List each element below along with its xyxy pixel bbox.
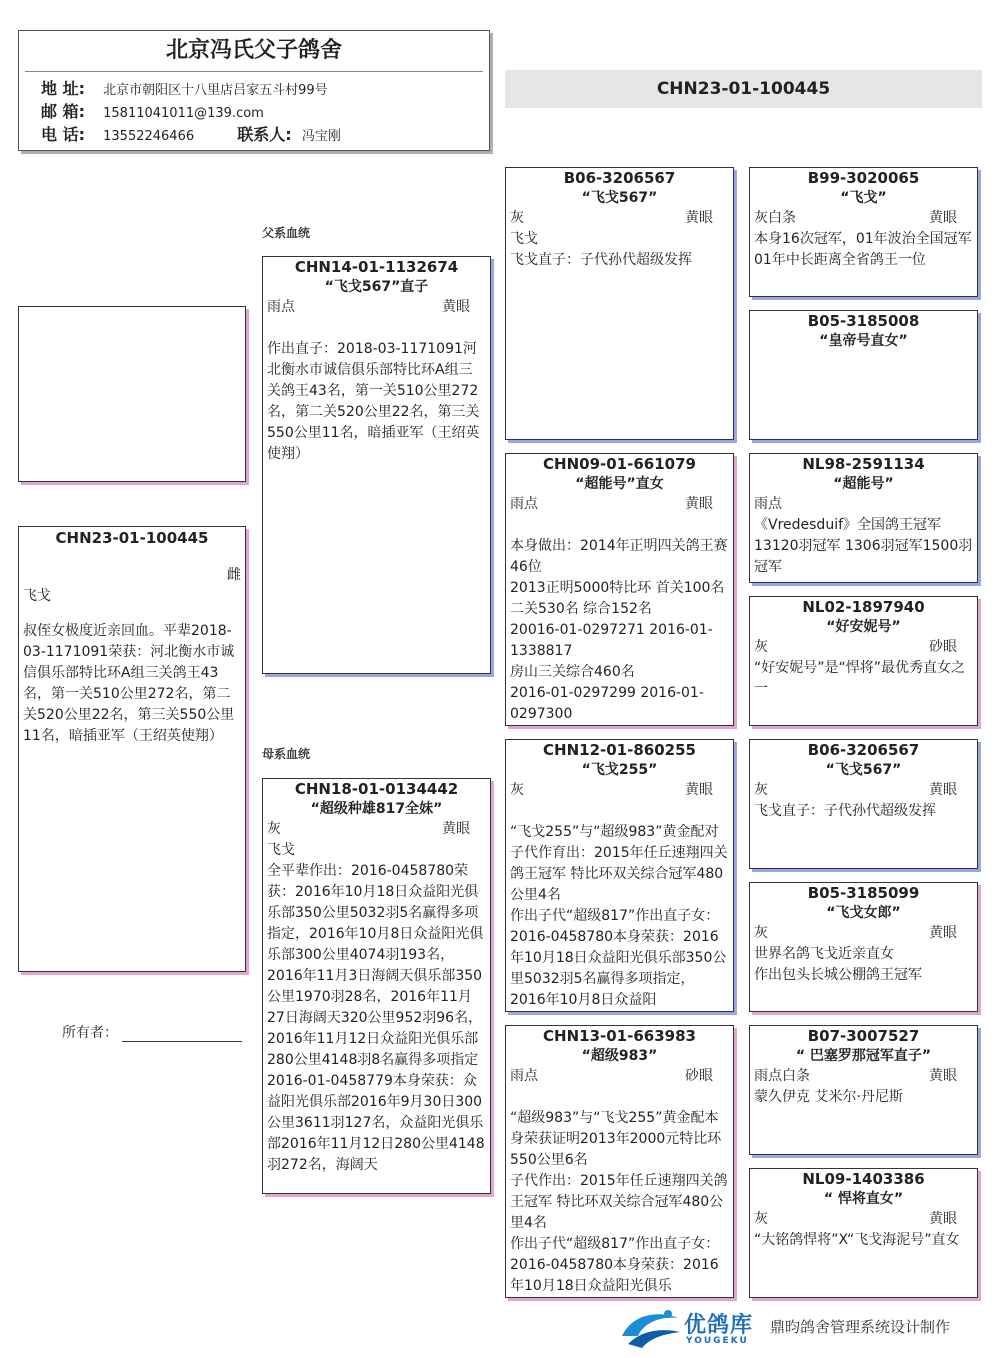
dam-color: 灰 — [267, 821, 281, 837]
ggp-color-row — [750, 1066, 977, 1087]
ggp-desc: “大铭鸽悍将”X“飞戈海泥号”直女 — [754, 1232, 960, 1248]
dam-section-label: 母系血统 — [262, 747, 311, 761]
ggp-ring: B99-3020065 — [807, 169, 920, 187]
sire-ring: CHN14-01-1132674 — [294, 258, 459, 276]
gp-color: 灰 — [510, 210, 524, 226]
gp-desc: 本身做出：2014年正明四关鸽王赛46位 2013正明5000特比环 首关100名 二关530名 综合152名 20016-01-0297271 2016-01-1338817 房山三关综合460名 2016-01-0297299 2016-01-0297300 — [510, 538, 728, 722]
ggp-desc: “好安妮号”是“悍将”最优秀直女之一 — [754, 660, 966, 697]
gp-desc: “超级983”与“飞戈255”黄金配本身荣获证明2013年2000元特比环550公里6名 子代作出：2015年任丘速翔四关鸽王冠军 特比环双关综合冠军480公里4名 作出子代“超级817”作出直子女：2016-0458780本身荣获：2016年10月18日众益阳光俱乐 — [510, 1110, 728, 1294]
gp-name: “飞戈255” — [581, 762, 658, 778]
subject-desc: 叔侄女极度近亲回血。平辈2018-03-1171091荣获：河北衡水市诚信俱乐部特比环A组三关鸽王43名，第一关510公里272名，第二关520公里22名，第三关550公里11名，暗插亚军（王绍英使翔） — [23, 623, 235, 744]
ggp-name: “飞戈” — [840, 190, 887, 206]
ggp-name: “皇帝号直女” — [819, 333, 908, 349]
gp-eye: 黄眼 — [685, 782, 713, 798]
great-grandparent-card — [749, 167, 978, 297]
ggp-color: 灰 — [754, 925, 768, 941]
grandparent-card — [505, 453, 734, 726]
gp-name: “飞戈567” — [581, 190, 658, 206]
gp-ring: CHN12-01-860255 — [543, 741, 696, 759]
header-card — [18, 30, 490, 151]
grandparent-card — [505, 1025, 734, 1298]
address-value: 北京市朝阳区十八里店吕家五斗村99号 — [103, 83, 328, 98]
owner-blank[interactable] — [122, 1027, 242, 1042]
dam-desc: 飞戈 全平辈作出：2016-0458780荣获：2016年10月18日众益阳光俱乐部350公里5032羽5名赢得多项指定，2016年10月8日众益阳光俱乐部300公里4074羽193名，2016年11月3日海阔天俱乐部350公里1970羽28名，2016年11月27日海阔天320公里952羽96名，2016年11月12日众益阳光俱乐部280公里4148羽8名赢得多项指定 2016-01-0458779本身荣获：众益阳光俱乐部2016年9月30日300公里3611羽127名，众益阳光俱乐部2016年11月12日280公里4148羽272名，海阔天 — [267, 842, 485, 1173]
footer-credit: 鼎昀鸽舍管理系统设计制作 — [770, 1318, 951, 1336]
dam-color-row — [263, 819, 490, 840]
address-label: 地 址: — [41, 79, 85, 98]
great-grandparent-card — [749, 1168, 978, 1298]
ggp-ring: NL02-1897940 — [802, 598, 925, 616]
gp-eye: 黄眼 — [685, 496, 713, 512]
gp-desc: 飞戈 飞戈直子：子代孙代超级发挥 — [510, 231, 692, 268]
subject-card — [18, 526, 246, 972]
email-value: 15811041011@139.com — [103, 106, 264, 121]
gp-name: “超级983” — [581, 1048, 658, 1064]
ggp-eye: 黄眼 — [929, 925, 957, 941]
ggp-name: “飞戈567” — [825, 762, 902, 778]
dam-card — [262, 778, 491, 1194]
sire-section-label: 父系血统 — [262, 226, 311, 240]
ggp-eye: 黄眼 — [929, 210, 957, 226]
gp-color: 灰 — [510, 782, 524, 798]
ggp-color: 灰 — [754, 1211, 768, 1227]
ggp-ring: B05-3185099 — [807, 884, 920, 902]
ggp-color: 灰 — [754, 639, 768, 655]
gp-color-row — [506, 208, 733, 229]
ggp-eye: 黄眼 — [929, 1211, 957, 1227]
contact-label: 联系人: — [237, 125, 292, 144]
gp-color-row — [506, 494, 733, 515]
ggp-color-row — [750, 1209, 977, 1230]
ggp-ring: B05-3185008 — [807, 312, 920, 330]
great-grandparent-card — [749, 453, 978, 583]
sire-card — [262, 256, 491, 674]
email-row — [19, 101, 489, 124]
ggp-name: “飞戈女郎” — [826, 905, 901, 921]
ggp-color: 雨点 — [754, 496, 782, 512]
subject-color: 飞戈 — [23, 588, 51, 604]
great-grandparent-card — [749, 1025, 978, 1155]
ggp-color-row — [750, 494, 977, 515]
ggp-ring: NL09-1403386 — [802, 1170, 925, 1188]
gp-ring: B06-3206567 — [563, 169, 676, 187]
dam-eye: 黄眼 — [442, 821, 470, 837]
ggp-name: “ 悍将直女” — [823, 1191, 904, 1207]
email-label: 邮 箱: — [41, 102, 85, 121]
contact-value: 冯宝刚 — [301, 129, 341, 144]
dam-name: “超级种雄817全妹” — [310, 801, 443, 817]
sire-eye: 黄眼 — [442, 299, 470, 315]
phone-row — [19, 124, 489, 147]
ggp-name: “超能号” — [833, 476, 894, 492]
gp-color-row — [506, 780, 733, 801]
great-grandparent-card — [749, 739, 978, 869]
sire-color: 雨点 — [267, 299, 295, 315]
ggp-desc: 《Vredesduif》全国鸽王冠军13120羽冠军 1306羽冠军1500羽冠军 — [754, 517, 973, 575]
phone-label: 电 话: — [41, 125, 85, 144]
ggp-eye: 黄眼 — [929, 1068, 957, 1084]
phone-value: 13552246466 — [103, 129, 195, 144]
gp-eye: 黄眼 — [685, 210, 713, 226]
ggp-ring: B06-3206567 — [807, 741, 920, 759]
ggp-color: 雨点白条 — [754, 1068, 810, 1084]
gp-color-row — [506, 1066, 733, 1087]
ggp-desc: 蒙久伊克 艾米尔·丹尼斯 — [754, 1089, 903, 1105]
ggp-name: “ 巴塞罗那冠军直子” — [795, 1048, 932, 1064]
ggp-eye — [957, 494, 973, 515]
ggp-eye: 砂眼 — [929, 639, 957, 655]
gp-color: 雨点 — [510, 1068, 538, 1084]
address-row — [19, 72, 489, 101]
ggp-color-row — [750, 208, 977, 229]
loft-title: 北京冯氏父子鸽舍 — [165, 38, 342, 63]
logo-en: YOUGEKU — [686, 1336, 749, 1346]
footer — [618, 1306, 988, 1352]
ggp-color: 灰 — [754, 782, 768, 798]
grandparent-card — [505, 739, 734, 1012]
top-ring-banner: CHN23-01-100445 — [505, 70, 982, 108]
great-grandparent-card — [749, 596, 978, 726]
logo-cn: 优鸽库 — [684, 1313, 754, 1338]
subject-ring: CHN23-01-100445 — [55, 529, 209, 547]
ggp-color: 灰白条 — [754, 210, 796, 226]
ggp-ring: NL98-2591134 — [802, 455, 925, 473]
ggp-desc: 飞戈直子：子代孙代超级发挥 — [754, 803, 936, 819]
dam-ring: CHN18-01-0134442 — [294, 780, 459, 798]
grandparent-card — [505, 167, 734, 440]
gp-color: 雨点 — [510, 496, 538, 512]
ggp-color-row — [750, 780, 977, 801]
gp-name: “超能号”直女 — [575, 476, 664, 492]
gp-eye: 砂眼 — [685, 1068, 713, 1084]
great-grandparent-card — [749, 310, 978, 440]
photo-frame — [18, 306, 246, 482]
sire-desc: 作出直子：2018-03-1171091河北衡水市诚信俱乐部特比环A组三关鸽王43名，第一关510公里272名，第二关520公里22名，第三关550公里11名，暗插亚军（王绍英使翔） — [267, 341, 480, 462]
gp-desc: “飞戈255”与“超级983”黄金配对子代作育出：2015年任丘速翔四关鸽王冠军 特比环双关综合冠军480公里4名 作出子代“超级817”作出直子女：2016-0458780本身荣获：2016年10月18日众益阳光俱乐部350公里5032羽5名赢得多项指定，2016年10月8日众益阳 — [510, 824, 728, 1008]
wave-logo-icon — [618, 1306, 684, 1350]
ggp-desc: 世界名鸽飞戈近亲直女 作出包头长城公棚鸽王冠军 — [754, 946, 922, 983]
sire-name: “飞戈567”直子 — [324, 279, 429, 295]
gp-ring: CHN13-01-663983 — [543, 1027, 696, 1045]
ggp-color-row — [750, 637, 977, 658]
ggp-name: “好安妮号” — [826, 619, 901, 635]
ggp-eye: 黄眼 — [929, 782, 957, 798]
ggp-color-row — [750, 923, 977, 944]
ggp-ring: B07-3007527 — [807, 1027, 920, 1045]
great-grandparent-card — [749, 882, 978, 1012]
owner-label: 所有者： — [62, 1025, 118, 1041]
owner-line — [62, 1022, 242, 1042]
subject-sex: 雌 — [227, 567, 241, 583]
ggp-desc: 本身16次冠军，01年波治全国冠军 01年中长距离全省鸽王一位 — [754, 231, 972, 268]
sire-color-row — [263, 297, 490, 318]
gp-ring: CHN09-01-661079 — [543, 455, 696, 473]
